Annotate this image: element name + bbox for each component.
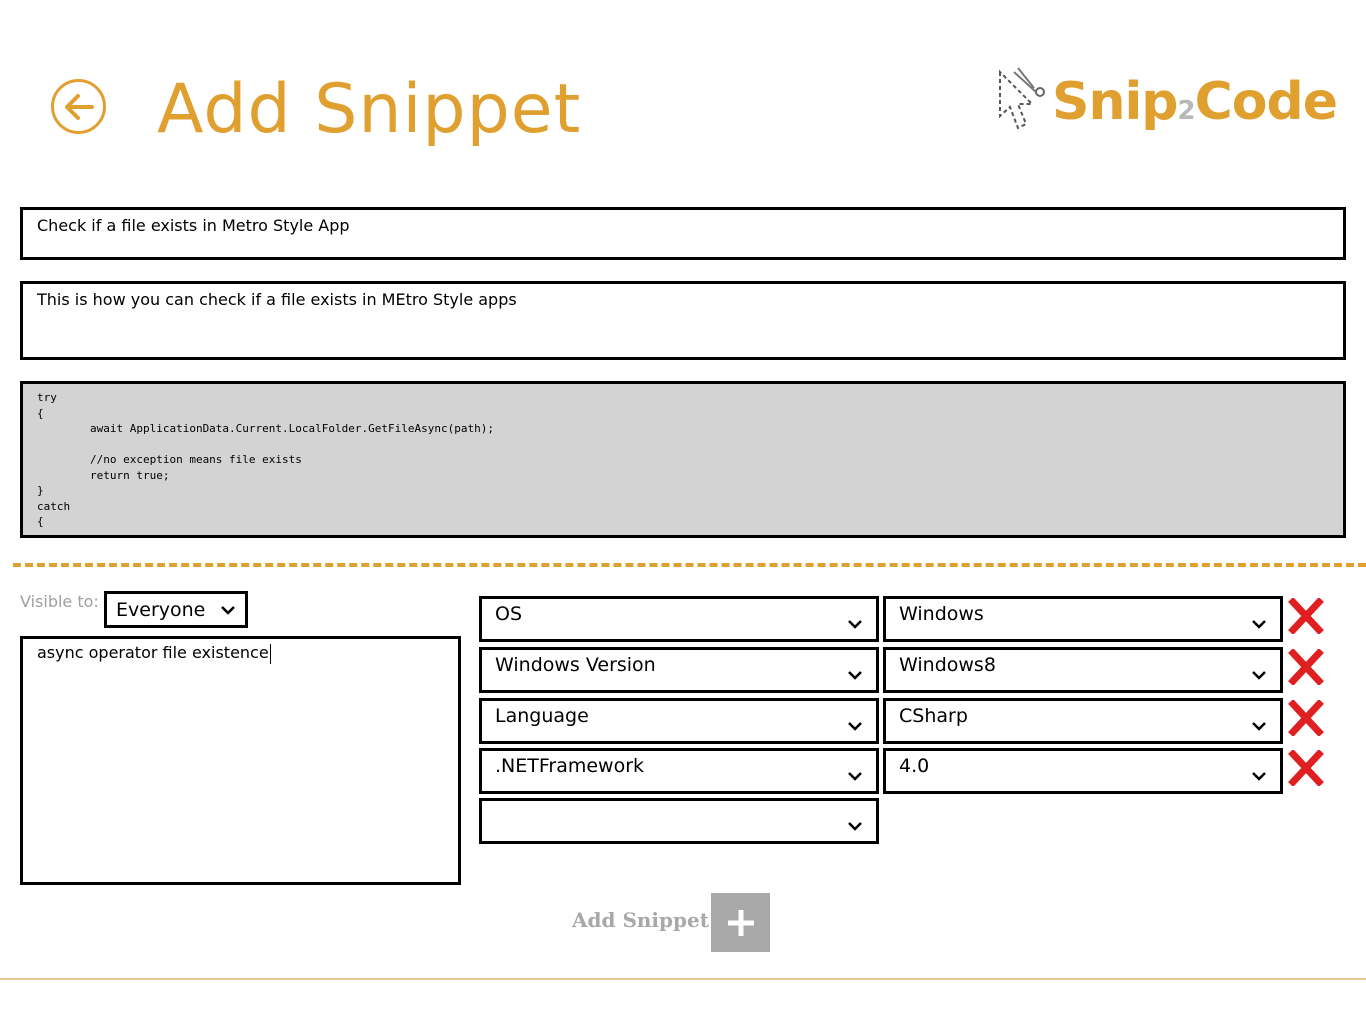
- close-icon: [1288, 700, 1324, 736]
- tags-input[interactable]: [20, 636, 461, 885]
- property-key-select[interactable]: [479, 698, 879, 744]
- property-key-select[interactable]: [479, 748, 879, 794]
- back-button[interactable]: [51, 79, 106, 134]
- property-key-select[interactable]: [479, 647, 879, 693]
- remove-property-button[interactable]: [1288, 598, 1324, 634]
- tags-value: async operator file existence: [37, 643, 269, 662]
- snip2code-logo: [996, 66, 1341, 138]
- property-value: 4.0: [899, 755, 930, 777]
- close-icon: [1288, 598, 1324, 634]
- chevron-down-icon: [1251, 670, 1267, 680]
- logo-suffix: Code: [1194, 72, 1338, 132]
- snippet-title-input[interactable]: Check if a file exists in Metro Style App: [20, 207, 1346, 260]
- snippet-description-input[interactable]: This is how you can check if a file exists in MEtro Style apps: [20, 281, 1346, 360]
- chevron-down-icon: [1251, 721, 1267, 731]
- property-key-value: OS: [495, 603, 523, 625]
- visibility-select[interactable]: [104, 591, 248, 628]
- property-value-select[interactable]: [883, 698, 1283, 744]
- close-icon: [1288, 750, 1324, 786]
- property-key-select[interactable]: [479, 596, 879, 642]
- close-icon: [1288, 649, 1324, 685]
- visible-to-label: Visible to:: [20, 592, 99, 611]
- chevron-down-icon: [847, 619, 863, 629]
- chevron-down-icon: [220, 605, 236, 615]
- remove-property-button[interactable]: [1288, 700, 1324, 736]
- logo-prefix: Snip: [1052, 72, 1178, 132]
- chevron-down-icon: [847, 821, 863, 831]
- snippet-code-input[interactable]: try { await ApplicationData.Current.LocalFolder.GetFileAsync(path); //no exception means file exists return true; } catch {: [20, 381, 1346, 538]
- property-value-select[interactable]: [883, 596, 1283, 642]
- remove-property-button[interactable]: [1288, 649, 1324, 685]
- property-value: CSharp: [899, 705, 968, 727]
- cursor-scissors-icon: [996, 66, 1052, 138]
- chevron-down-icon: [847, 771, 863, 781]
- remove-property-button[interactable]: [1288, 750, 1324, 786]
- add-snippet-button[interactable]: [711, 893, 770, 952]
- chevron-down-icon: [847, 721, 863, 731]
- bottom-border: [0, 978, 1366, 980]
- property-value-select[interactable]: [883, 748, 1283, 794]
- page-title: Add Snippet: [157, 70, 582, 149]
- add-snippet-label[interactable]: Add Snippet: [572, 908, 709, 932]
- section-divider: [13, 563, 1366, 567]
- property-key-value: Language: [495, 705, 589, 727]
- property-value-select[interactable]: [883, 647, 1283, 693]
- property-value: Windows8: [899, 654, 996, 676]
- property-key-value: .NETFramework: [495, 755, 645, 777]
- text-cursor: [270, 644, 271, 664]
- property-value: Windows: [899, 603, 984, 625]
- property-key-value: Windows Version: [495, 654, 656, 676]
- visibility-value: Everyone: [116, 598, 206, 621]
- new-property-key-select[interactable]: [479, 798, 879, 844]
- arrow-left-icon: [63, 93, 95, 121]
- plus-icon: [725, 907, 757, 939]
- chevron-down-icon: [1251, 619, 1267, 629]
- logo-two: 2: [1177, 96, 1195, 126]
- chevron-down-icon: [1251, 771, 1267, 781]
- logo-wordmark: [1052, 66, 1337, 147]
- chevron-down-icon: [847, 670, 863, 680]
